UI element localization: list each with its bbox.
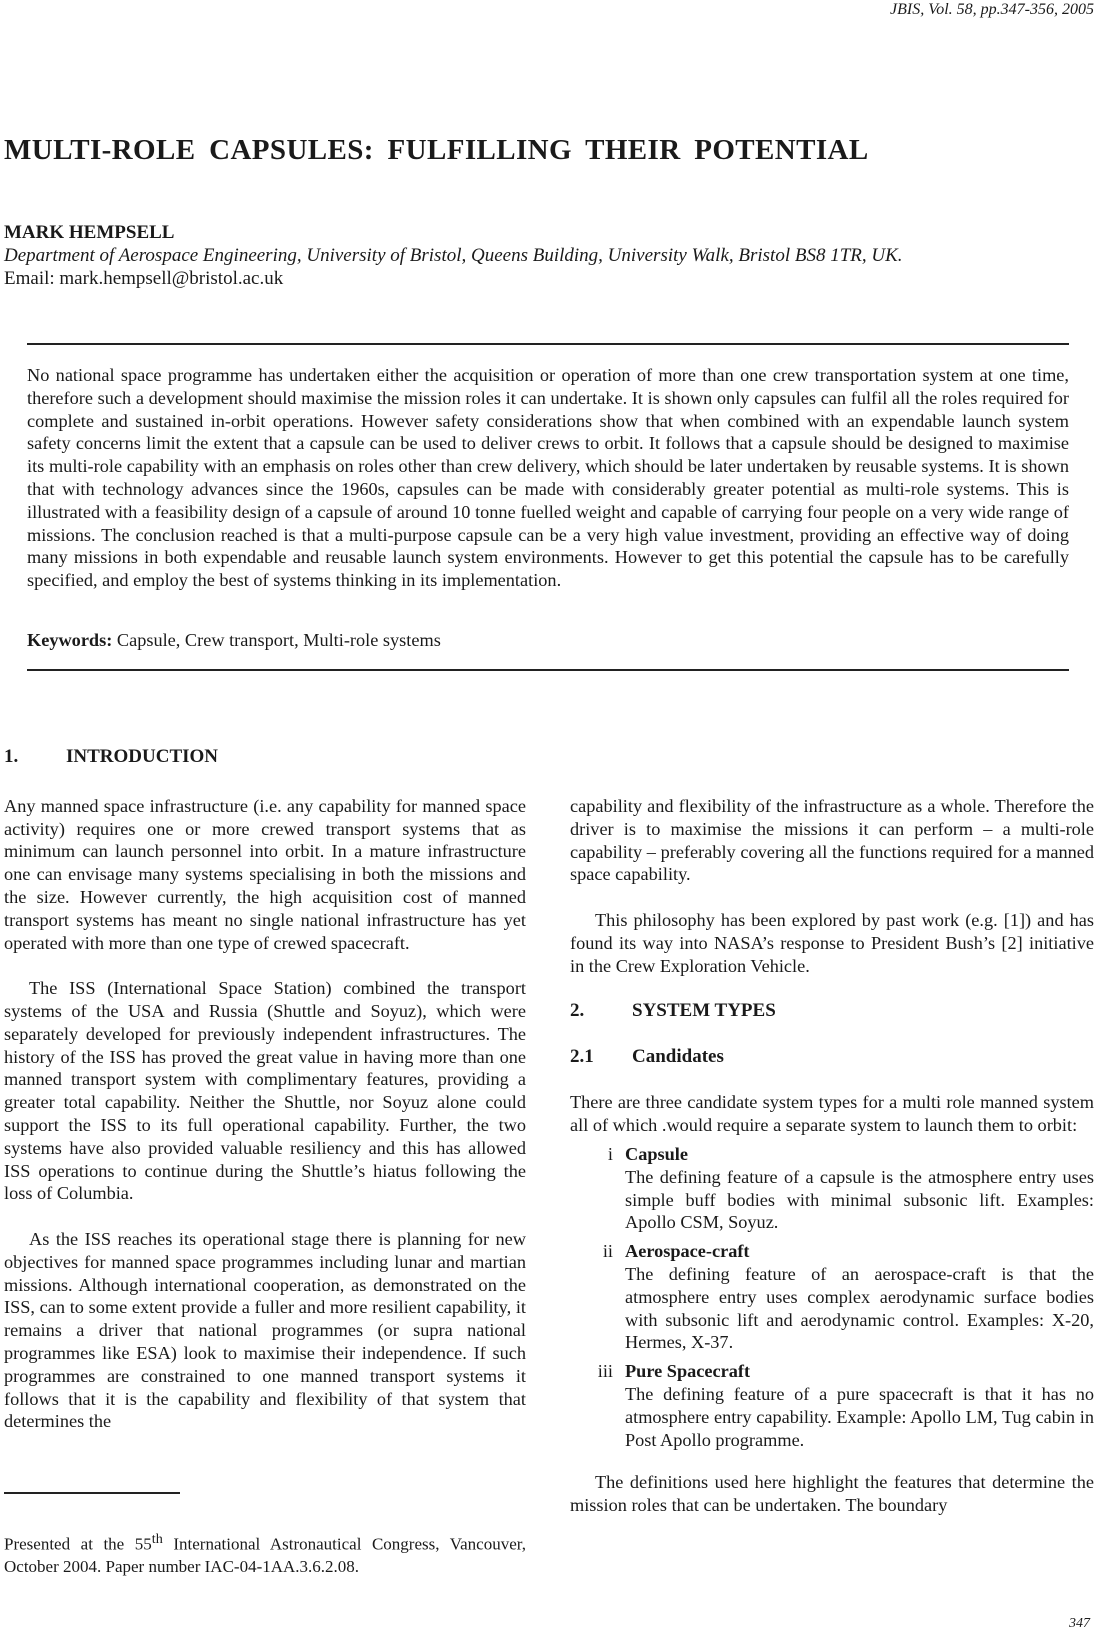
list-item-head: Pure Spacecraft — [625, 1361, 751, 1382]
subsection-2-1-heading — [570, 1046, 1094, 1069]
list-item-text: The defining feature of an aerospace-craft is that the atmosphere entry uses complex aerodynamic surface bodies with subsonic lift and aerodynamic control. Examples: X-20, Hermes, X-37. — [625, 1263, 1094, 1353]
paper-title: MULTI-ROLE CAPSULES: FULFILLING THEIR POTENTIAL — [4, 134, 869, 166]
section-2-title: SYSTEM TYPES — [632, 1000, 776, 1022]
author-affiliation: Department of Aerospace Engineering, University of Bristol, Queens Building, University Walk, Bristol BS8 1TR, UK. — [4, 245, 903, 266]
page-number: 347 — [1069, 1616, 1090, 1631]
intro-paragraph-3-continued: capability and flexibility of the infrastructure as a whole. Therefore the driver is to maximise the missions it can perform – a multi-role capability – preferably covering all the functions required for a manned space capability. — [570, 796, 1094, 885]
list-item-head: Aerospace-craft — [625, 1241, 750, 1262]
list-item — [570, 1143, 1094, 1234]
author-name: MARK HEMPSELL — [4, 222, 175, 243]
author-email: Email: mark.hempsell@bristol.ac.uk — [4, 268, 284, 289]
keywords-text: Capsule, Crew transport, Multi-role systems — [112, 630, 441, 650]
abstract: No national space programme has undertaken either the acquisition or operation of more than one crew transportation system at one time, therefore such a development should maximise the mission roles it can undertake. It is shown only capsules can fulfil all the roles required for complete and sustained in-orbit operations. However safety considerations show that when combined with an expendable launch system safety concerns limit the extent that a capsule can be used to deliver crews to orbit. It follows that a capsule should be designed to maximise its multi-role capability with an emphasis on roles other than crew delivery, which should be later undertaken by reusable systems. It is shown that with technology advances since the 1960s, capsules can be made with considerably greater potential as multi-role systems. This is illustrated with a feasibility design of a capsule of around 10 tonne fuelled weight and capable of carrying four people on a very wide range of missions. The conclusion reached is that a multi-purpose capsule can be a very high value investment, providing an effective way of doing many missions in both expendable and reusable launch system environments. However to get this potential the capsule has to be carefully specified, and employ the best of systems thinking in its implementation. — [27, 365, 1069, 591]
intro-paragraph-4: This philosophy has been explored by past work (e.g. [1]) and has found its way into NASA’s response to President Bush’s [2] initiative in the Crew Exploration Vehicle. — [570, 909, 1094, 976]
subsection-2-1-title: Candidates — [632, 1045, 724, 1067]
keywords — [27, 630, 441, 651]
list-item-head: Capsule — [625, 1143, 688, 1164]
section-1-number: 1. — [4, 746, 19, 767]
subsection-2-1-number: 2.1 — [570, 1045, 594, 1067]
list-item-text: The defining feature of a capsule is the atmosphere entry uses simple buff bodies with minimal subsonic lift. Examples: Apollo CSM, Soyuz. — [625, 1166, 1094, 1233]
section-1-title: INTRODUCTION — [66, 746, 219, 767]
intro-paragraph-1: Any manned space infrastructure (i.e. any capability for manned space activity) requires one or more crewed transport systems that as minimum can launch personnel into orbit. In a mature infrastructure one can envisage many systems specialising in both the missions and the size. However currently, the high acquisition cost of manned transport systems has meant no single national infrastructure has yet operated with more than one type of crewed spacecraft. — [4, 795, 526, 953]
footnote: Presented at the 55th International Astronautical Congress, Vancouver, October 2004. Paper number IAC-04-1AA.3.6.2.08. — [4, 1531, 526, 1576]
section-2-heading — [570, 1000, 1094, 1023]
abstract-top-rule — [27, 343, 1069, 345]
intro-paragraph-2: The ISS (International Space Station) combined the transport systems of the USA and Russia (Shuttle and Soyuz), which were separately developed for previously independent infrastructures. The history of the ISS has proved the great value in having more than one manned transport system with complimentary features, providing a greater total capability. Neither the Shuttle, nor Soyuz alone could support the ISS to its full operational capability. Further, the two systems have also provided valuable resiliency and this has allowed ISS operations to continue during the Shuttle’s hiatus following the loss of Columbia. — [4, 978, 526, 1204]
closing-paragraph: The definitions used here highlight the features that determine the mission roles that can be undertaken. The boundary — [570, 1472, 1094, 1516]
candidates-intro: There are three candidate system types for a multi role manned system all of which .would require a separate system to launch them to orbit: — [570, 1092, 1094, 1136]
list-item-number: ii — [602, 1241, 613, 1262]
list-item-number: iii — [597, 1361, 613, 1382]
intro-paragraph-3: As the ISS reaches its operational stage there is planning for new objectives for manned space programmes including lunar and martian missions. Although international cooperation, as demonstrated on the ISS, can to some extent provide a fuller and more resilient capability, it remains a driver that national programmes (or supra national programmes like ESA) look to maximise their independence. If such programmes are constrained to one manned transport systems it follows that it is the capability and flexibility of that system that determines the — [4, 1228, 526, 1432]
right-column — [570, 795, 1094, 1517]
journal-reference: JBIS, Vol. 58, pp.347-356, 2005 — [890, 1, 1094, 18]
list-item-text: The defining feature of a pure spacecraft is that it has no atmosphere entry capability. Example: Apollo LM, Tug cabin in Post Apollo programme. — [625, 1383, 1094, 1450]
list-item-number: i — [607, 1143, 613, 1164]
list-item — [570, 1240, 1094, 1354]
left-column — [4, 746, 526, 1433]
section-2-number: 2. — [570, 1000, 585, 1022]
list-item — [570, 1360, 1094, 1451]
footnote-rule — [4, 1492, 180, 1494]
keywords-label: Keywords: — [27, 630, 113, 650]
abstract-bottom-rule — [27, 669, 1069, 671]
section-1-heading — [4, 746, 526, 769]
